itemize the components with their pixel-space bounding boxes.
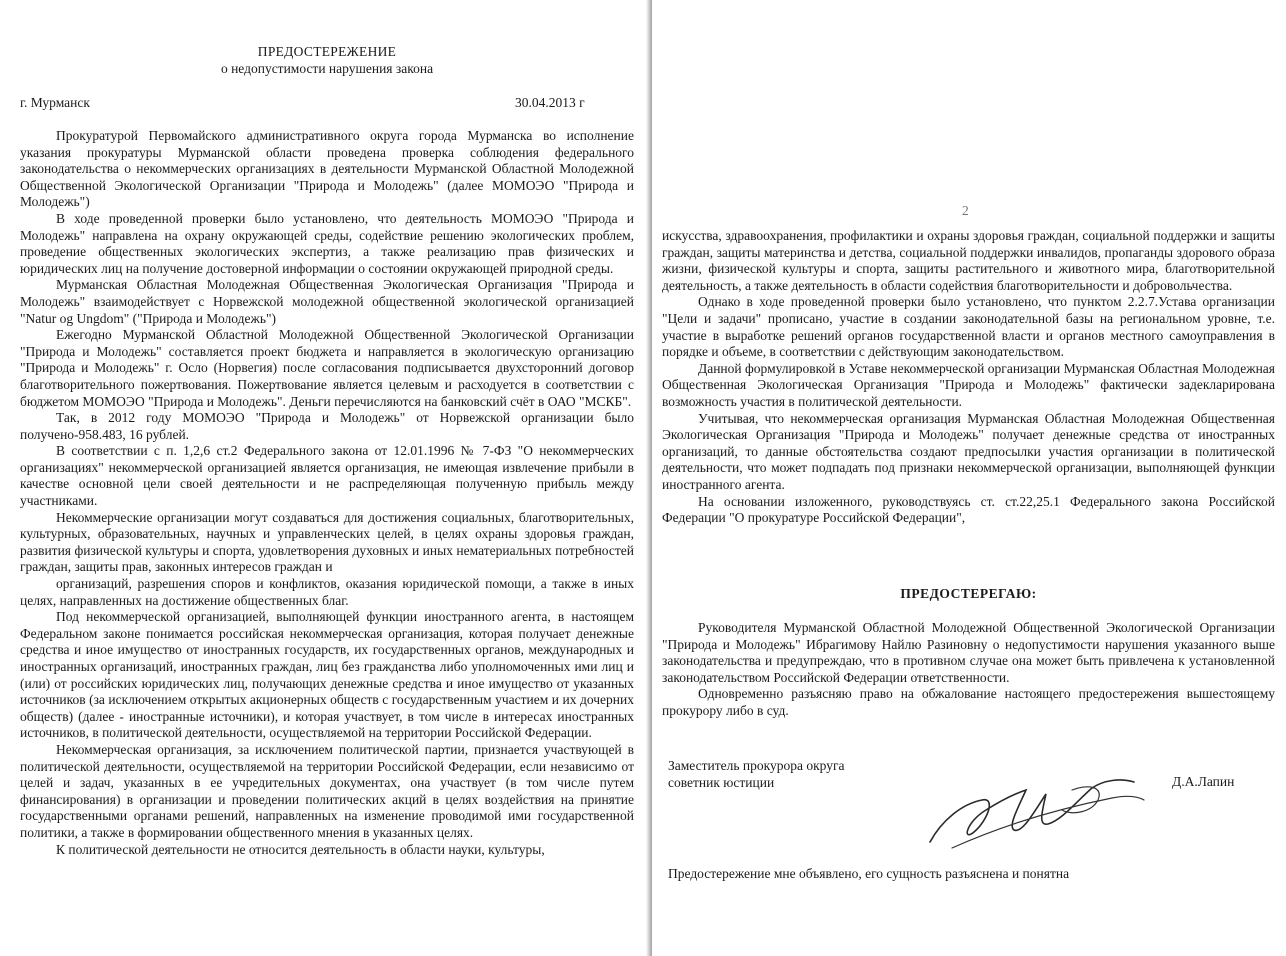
document-page-2 xyxy=(652,0,1286,956)
paragraph: На основании изложенного, руководствуясь ст. ст.22,25.1 Федерального закона Российской Федерации "О прокуратуре Российской Федерации", xyxy=(662,493,1275,526)
warning-body xyxy=(662,620,1275,720)
document-subtitle: о недопустимости нарушения закона xyxy=(220,61,434,76)
page2-body xyxy=(662,228,1275,527)
acknowledgement-line: Предостережение мне объявлено, его сущность разъяснена и понятна xyxy=(668,866,1070,881)
page1-body xyxy=(20,128,634,858)
page-number: 2 xyxy=(962,203,969,218)
city: г. Мурманск xyxy=(20,95,90,110)
paragraph: Одновременно разъясняю право на обжалование настоящего предостережения вышестоящему прокурору либо в суд. xyxy=(662,686,1275,718)
paragraph: Мурманская Областная Молодежная Общественная Экологическая Организация "Природа и Молодежь" взаимодействует с Норвежской молодежной общественной экологической организацией "Natur og Ungdom" ("Природа и Молодежь") xyxy=(20,277,634,326)
paragraph: Учитывая, что некоммерческая организация Мурманская Областная Молодежная Общественная Экологическая Организация "Природа и Молодежь" получает денежные средства от иностранных организаций, то данные обстоятельства создают предпосылки участия организации в политической деятельности, что может подпадать под признаки некоммерческой организации, выполняющей функции иностранного агента. xyxy=(662,410,1275,492)
paragraph: Прокуратурой Первомайского административного округа города Мурманска во исполнение указания прокуратуры Мурманской области проведена проверка соблюдения федерального законодательства о некоммерческих организациях в деятельности Мурманской Областной Молодежной Общественной Экологической Организации "Природа и Молодежь" (далее МОМОЭО "Природа и Молодежь") xyxy=(20,128,634,210)
signer-name: Д.А.Лапин xyxy=(1172,774,1235,789)
paragraph: В соответствии с п. 1,2,6 ст.2 Федерального закона от 12.01.1996 № 7-ФЗ "О некоммерческих организациях" некоммерческой организацией является организация, не имеющая извлечение прибыли в качестве основной цели своей деятельности и не распределяющая полученную прибыль между участниками. xyxy=(20,443,634,509)
paragraph: Некоммерческие организации могут создаваться для достижения социальных, благотворительных, культурных, образовательных, научных и управленческих целей, в целях охраны здоровья граждан, развития физической культуры и спорта, удовлетворения духовных и иных нематериальных потребностей граждан, защиты прав, законных интересов граждан и xyxy=(20,509,634,575)
paragraph: Под некоммерческой организацией, выполняющей функции иностранного агента, в настоящем Федеральном законе понимается российская некоммерческая организация, которая получает денежные средства и иное имущество от иностранных государств, их государственных органов, международных и иностранных организаций, иностранных граждан, лиц без гражданства либо уполномоченных ими лиц и (или) от российских юридических лиц, получающих денежные средства и иное имущество от указанных источников (за исключением открытых акционерных обществ с государственным участием и их дочерних обществ) (далее - иностранные источники), и которая участвует, в том числе в интересах иностранных источников, в политической деятельности, осуществляемой на территории Российской Федерации. xyxy=(20,609,634,741)
paragraph: В ходе проведенной проверки было установлено, что деятельность МОМОЭО "Природа и Молодежь" направлена на охрану окружающей среды, содействие решению экологических проблем, проведение общественных экологических экспертиз, а также реализацию прав физических и юридических лиц на получение достоверной информации о состоянии окружающей природной среды. xyxy=(20,210,634,276)
paragraph: Ежегодно Мурманской Областной Молодежной Общественной Экологической Организации "Природа и Молодежь" составляется проект бюджета и направляется в экологическую организацию "Природа и Молодежь" г. Осло (Норвегия) после согласования подписывается двухсторонний договор благотворительного пожертвования. Пожертвование является целевым и расходуется в соответствии с бюджетом МОМОЭО "Природа и Молодежь". Деньги перечисляются на банковский счёт в ОАО "МСКБ". xyxy=(20,327,634,409)
handwritten-signature xyxy=(922,760,1152,860)
warning-heading: ПРЕДОСТЕРЕГАЮ: xyxy=(900,586,1037,601)
paragraph: Так, в 2012 году МОМОЭО "Природа и Молодежь" от Норвежской организации было получено-958.483, 16 рублей. xyxy=(20,410,634,442)
paragraph: организаций, разрешения споров и конфликтов, оказания юридической помощи, а также в иных целях, направленных на достижение общественных благ. xyxy=(20,576,634,608)
paragraph: Данной формулировкой в Уставе некоммерческой организации Мурманская Областная Молодежная Общественная Экологическая Организация "Природа и Молодежь" фактически задекларирована возможность участия в политической деятельности. xyxy=(662,360,1275,409)
paragraph: Однако в ходе проведенной проверки было установлено, что пунктом 2.2.7.Устава организации "Цели и задачи" прописано, участие в создании законодательной базы на региональном уровне, т.е. участие в выработке решений органов государственной власти и органов местного самоуправления в порядке и объеме, в соответствии с действующим законодательством. xyxy=(662,294,1275,360)
signer-position-line: Заместитель прокурора округа xyxy=(668,758,845,773)
paragraph: искусства, здравоохранения, профилактики и охраны здоровья граждан, социальной поддержки и защиты граждан, защиты материнства и детства, социальной поддержки инвалидов, пропаганды здорового образа жизни, физической культуры и спорта, защиты растительного и животного мира, благотворительной деятельность, а также деятельность в области содействия благотворительности и добровольчества. xyxy=(662,228,1275,293)
paragraph: Некоммерческая организация, за исключением политической партии, признается участвующей в политической деятельности, осуществляемой на территории Российской Федерации, если независимо от целей и задач, указанных в ее учредительных документах, она участвует (в том числе путем финансирования) в организации и проведении политических акций в целях воздействия на принятие государственными органами решений, направленных на изменение проводимой ими государственной политики, а также в формировании общественного мнения в указанных целях. xyxy=(20,741,634,840)
document-title: ПРЕДОСТЕРЕЖЕНИЕ xyxy=(257,44,397,59)
signer-position xyxy=(668,758,845,791)
signer-position-line: советник юстиции xyxy=(668,774,775,790)
document-date: 30.04.2013 г xyxy=(515,95,585,110)
paragraph: Руководителя Мурманской Областной Молодежной Общественной Экологической Организации "Природа и Молодежь" Ибрагимову Найлю Разиновну о недопустимости нарушения указанного выше законодательства и предупреждаю, что в противном случае она может быть привлечена к установленной законодательством Российской Федерации ответственности. xyxy=(662,620,1275,685)
paragraph: К политической деятельности не относится деятельность в области науки, культуры, xyxy=(56,841,545,857)
